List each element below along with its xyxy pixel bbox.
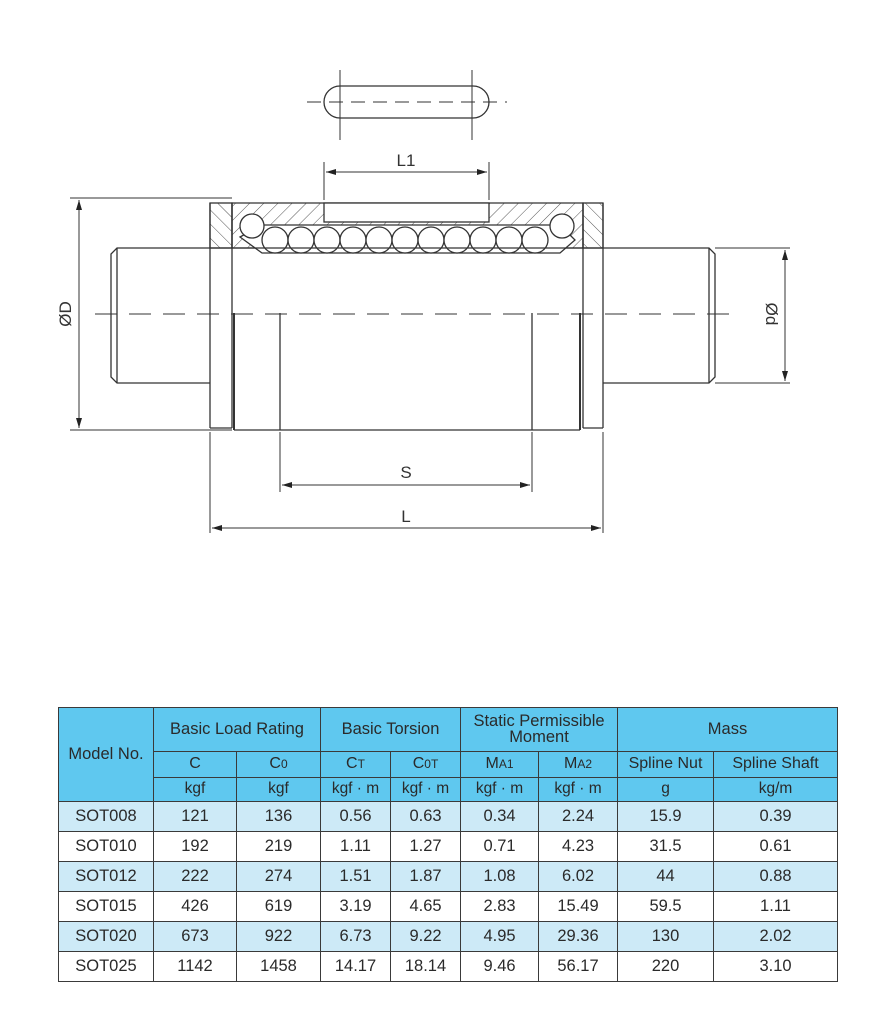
- cell-ma1: 0.71: [461, 832, 539, 862]
- cell-cot: 18.14: [391, 952, 461, 982]
- cell-ct: 6.73: [321, 922, 391, 952]
- cell-ma1: 1.08: [461, 862, 539, 892]
- cell-ct: 1.51: [321, 862, 391, 892]
- unit-spline-shaft: kg/m: [714, 778, 838, 802]
- header-basic-load-rating: Basic Load Rating: [154, 708, 321, 752]
- cell-c: 426: [154, 892, 237, 922]
- shaft-right: [603, 248, 715, 383]
- unit-c: kgf: [154, 778, 237, 802]
- cell-ma1: 4.95: [461, 922, 539, 952]
- table-row: [59, 952, 838, 982]
- cell-ma2: 29.36: [539, 922, 618, 952]
- header-ct: CT: [321, 752, 391, 778]
- cell-spline-shaft: 2.02: [714, 922, 838, 952]
- header-static-line1: Static Permissible: [473, 711, 605, 730]
- cell-ma2: 6.02: [539, 862, 618, 892]
- cell-spline-shaft: 0.88: [714, 862, 838, 892]
- cell-co: 1458: [237, 952, 321, 982]
- table-row: [59, 832, 838, 862]
- unit-ct: kgf · m: [321, 778, 391, 802]
- cell-ct: 3.19: [321, 892, 391, 922]
- header-model-no: Model No.: [59, 708, 154, 802]
- cell-spline-nut: 130: [618, 922, 714, 952]
- header-co: C0: [237, 752, 321, 778]
- cell-co: 136: [237, 802, 321, 832]
- cell-spline-nut: 220: [618, 952, 714, 982]
- header-ma2: MA2: [539, 752, 618, 778]
- cell-spline-nut: 15.9: [618, 802, 714, 832]
- cell-cot: 9.22: [391, 922, 461, 952]
- table-row: [59, 802, 838, 832]
- shaft-left: [111, 248, 210, 383]
- header-c: C: [154, 752, 237, 778]
- cell-cot: 0.63: [391, 802, 461, 832]
- header-ma1: MA1: [461, 752, 539, 778]
- label-shaft-diameter: Ød: [762, 302, 781, 326]
- label-l1: L1: [396, 151, 416, 170]
- cell-cot: 1.87: [391, 862, 461, 892]
- cell-co: 274: [237, 862, 321, 892]
- end-seal-right: [583, 203, 603, 248]
- label-s: S: [400, 463, 412, 482]
- keyway-cutout: [324, 203, 489, 222]
- cell-co: 619: [237, 892, 321, 922]
- cell-c: 1142: [154, 952, 237, 982]
- cell-model: SOT020: [59, 922, 154, 952]
- cell-c: 192: [154, 832, 237, 862]
- header-basic-torsion: Basic Torsion: [321, 708, 461, 752]
- table-row: [59, 862, 838, 892]
- cell-c: 121: [154, 802, 237, 832]
- header-spline-nut: Spline Nut: [618, 752, 714, 778]
- cell-ma2: 15.49: [539, 892, 618, 922]
- cell-spline-nut: 31.5: [618, 832, 714, 862]
- end-seal-left: [210, 203, 232, 248]
- cell-model: SOT015: [59, 892, 154, 922]
- cell-c: 673: [154, 922, 237, 952]
- dimension-s: [280, 432, 532, 492]
- header-cot: C0T: [391, 752, 461, 778]
- unit-spline-nut: g: [618, 778, 714, 802]
- cell-spline-shaft: 0.39: [714, 802, 838, 832]
- header-spline-shaft: Spline Shaft: [714, 752, 838, 778]
- cell-ma2: 4.23: [539, 832, 618, 862]
- cell-spline-shaft: 3.10: [714, 952, 838, 982]
- cell-ma1: 9.46: [461, 952, 539, 982]
- cell-model: SOT012: [59, 862, 154, 892]
- cell-cot: 1.27: [391, 832, 461, 862]
- unit-ma2: kgf · m: [539, 778, 618, 802]
- cell-spline-shaft: 0.61: [714, 832, 838, 862]
- cell-ma1: 2.83: [461, 892, 539, 922]
- header-mass: Mass: [618, 708, 838, 752]
- keyway-slot-view: [307, 70, 507, 140]
- specification-table: [58, 707, 838, 982]
- cell-ct: 1.11: [321, 832, 391, 862]
- header-static-line2: Moment: [509, 727, 569, 746]
- label-outer-diameter: ØD: [56, 301, 75, 327]
- unit-ma1: kgf · m: [461, 778, 539, 802]
- cell-spline-shaft: 1.11: [714, 892, 838, 922]
- cell-spline-nut: 59.5: [618, 892, 714, 922]
- header-static-permissible-moment: [461, 708, 618, 752]
- cell-ma2: 56.17: [539, 952, 618, 982]
- cell-co: 219: [237, 832, 321, 862]
- unit-cot: kgf · m: [391, 778, 461, 802]
- cell-model: SOT025: [59, 952, 154, 982]
- cell-c: 222: [154, 862, 237, 892]
- cell-ct: 14.17: [321, 952, 391, 982]
- cell-spline-nut: 44: [618, 862, 714, 892]
- cell-ma2: 2.24: [539, 802, 618, 832]
- cell-ma1: 0.34: [461, 802, 539, 832]
- cell-model: SOT010: [59, 832, 154, 862]
- table-row: [59, 922, 838, 952]
- cell-cot: 4.65: [391, 892, 461, 922]
- cell-co: 922: [237, 922, 321, 952]
- cell-model: SOT008: [59, 802, 154, 832]
- unit-co: kgf: [237, 778, 321, 802]
- cell-ct: 0.56: [321, 802, 391, 832]
- table-row: [59, 892, 838, 922]
- label-l: L: [401, 507, 411, 526]
